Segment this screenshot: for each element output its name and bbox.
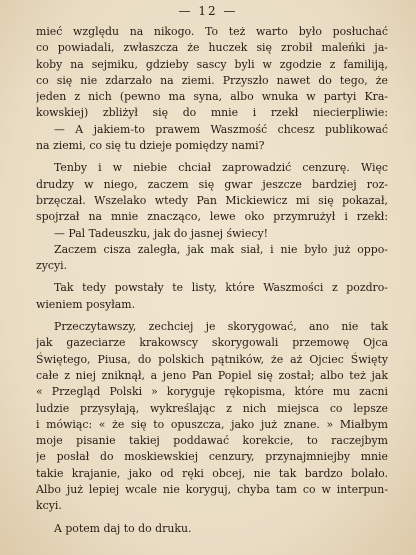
page-body-text xyxy=(36,24,388,537)
text-line: drudzy w niego, zaczem się gwar jeszcze bardziej roz- xyxy=(36,177,388,191)
text-line: takie krajanie, jako od ręki obcej, nie tak bardzo bolało. xyxy=(36,466,388,480)
text-line: A potem daj to do druku. xyxy=(54,521,192,535)
text-line: — Pal Tadeuszku, jak do jasnej świecy! xyxy=(54,226,268,240)
text-line: i mówiąc: « że się to opuszcza, jako już znane. » Miałbym xyxy=(36,417,388,431)
text-line: co się nie zdarzało na ziemi. Przyszło nawet do tego, że xyxy=(36,73,388,87)
text-line: Świętego, Piusa, do polskich pątników, że aż Ojciec Święty xyxy=(36,352,388,366)
paragraph xyxy=(36,24,388,154)
text-line: « Przegląd Polski » koryguje rękopisma, które mu zacni xyxy=(36,385,388,399)
paragraph xyxy=(36,319,388,515)
text-line: brzęczał. Wszelako wtedy Pan Mickiewicz mi się pokazał, xyxy=(36,193,388,207)
paragraph xyxy=(36,160,388,274)
page-number-header: — 12 — xyxy=(178,4,238,18)
text-line: — A jakiem-to prawem Waszmość chcesz publikować xyxy=(54,122,388,136)
text-line: jak gazeciarze krakowscy skorygowali przemowę Ojca xyxy=(36,336,388,350)
text-line: Tenby i w niebie chciał zaprowadzić cenzurę. Więc xyxy=(54,161,388,175)
text-line: moje pisanie takiej poddawać korekcie, to raczejbym xyxy=(36,434,388,448)
text-line: Albo już lepiej wcale nie koryguj, chyba tam co w interpun- xyxy=(36,483,388,497)
text-line: kowskiej) zbliżył się do mnie i rzekł niecierpliwie: xyxy=(36,106,388,120)
text-line: je posłał do moskiewskiej cenzury, przynajmniejby mnie xyxy=(36,450,388,464)
text-line: kcyi. xyxy=(36,499,62,513)
text-line: Przeczytawszy, zechciej je skorygować, ano nie tak xyxy=(54,320,388,334)
text-line: Tak tedy powstały te listy, które Waszmości z pozdro- xyxy=(54,281,388,295)
text-line: wieniem posyłam. xyxy=(36,297,136,311)
text-line: jeden z nich (pewno ma syna, albo wnuka w partyi Kra- xyxy=(36,90,388,104)
text-line: koby na sejmiku, gdzieby sascy byli w zgodzie z familiją, xyxy=(36,57,388,71)
text-line: całe z niej zniknął, a jeno Pan Popiel się został; albo też jak xyxy=(36,368,388,382)
paragraph xyxy=(36,280,388,313)
paragraph xyxy=(36,521,388,537)
text-line: na ziemi, co się tu dzieje pomiędzy nami? xyxy=(36,139,265,153)
text-line: spojrzał na mnie znacząco, lewe oko przymrużył i rzekł: xyxy=(36,210,388,224)
text-line: ludzie przysyłają, wykreślając z nich miejsca co lepsze xyxy=(36,401,388,415)
text-line: mieć względu na nikogo. To też warto było posłuchać xyxy=(36,25,388,38)
text-line: co powiadali, zwłaszcza że huczek się zrobił maleńki ja- xyxy=(36,41,388,55)
text-line: Zaczem cisza zaległa, jak mak siał, i nie było już oppo- xyxy=(54,242,388,256)
text-line: zycyi. xyxy=(36,259,68,273)
